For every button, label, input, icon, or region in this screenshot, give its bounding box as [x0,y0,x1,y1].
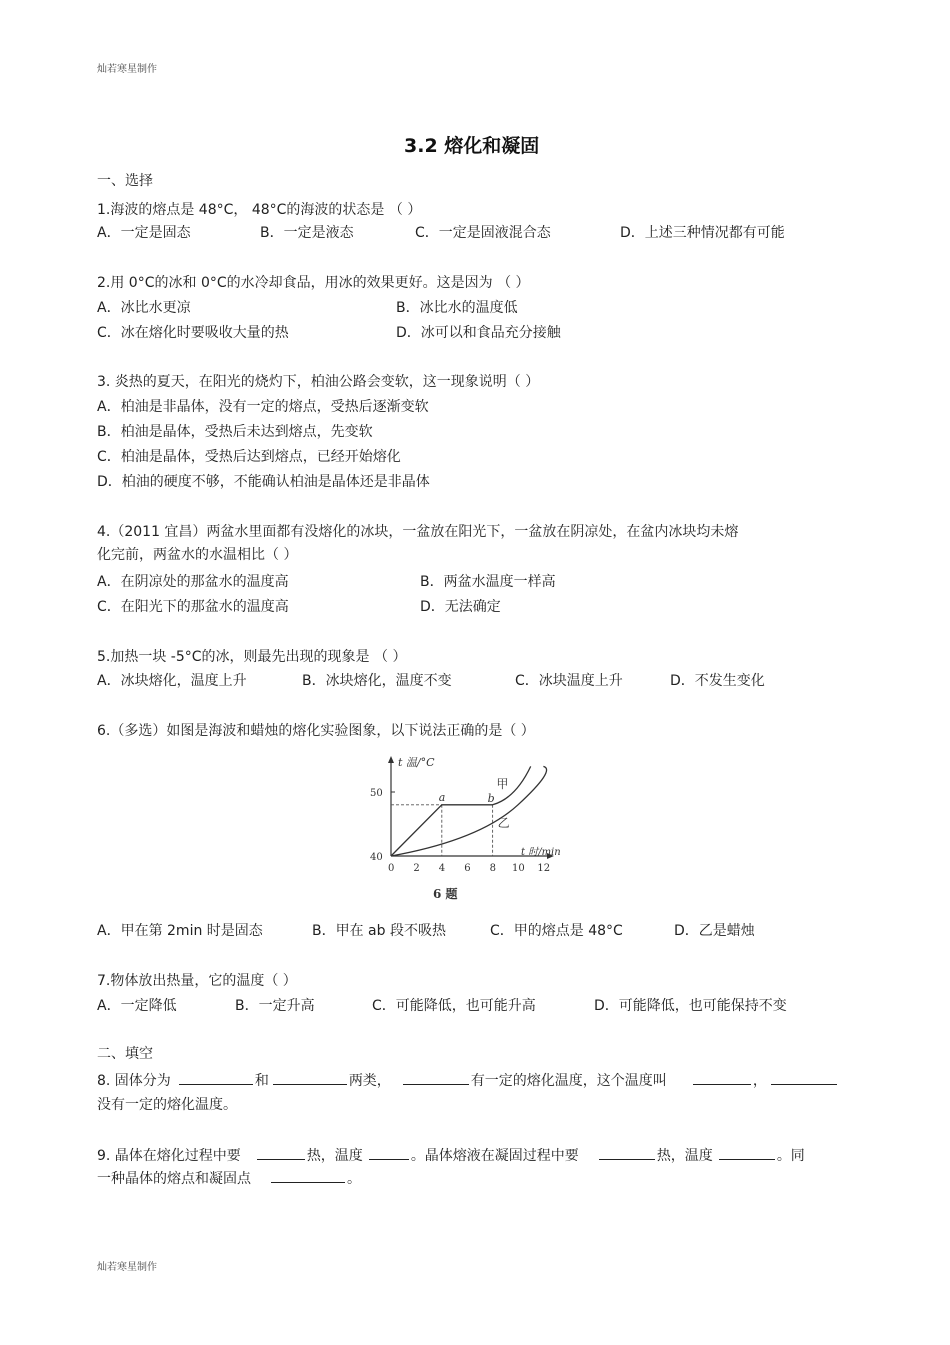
question-5-option-b: B．冰块熔化，温度不变 [302,673,452,689]
question-8-line2: 没有一定的熔化温度。 [97,1097,237,1113]
question-5-stem: 5.加热一块 -5°C的冰，则最先出现的现象是 （ ） [97,649,407,665]
answer-blank-9-1[interactable] [257,1145,305,1160]
question-9-line1 [97,1145,805,1165]
question-9-text-3: 。晶体熔液在凝固过程中要 [410,1148,579,1164]
series-jia-label: 甲 [496,777,509,792]
chart-curves [391,766,547,856]
question-9-text-1: 9. 晶体在熔化过程中要 [97,1148,241,1164]
x-tick-label-4: 4 [438,863,446,874]
question-7-option-a: A．一定降低 [97,998,177,1014]
x-tick-label-6: 6 [464,863,471,874]
answer-blank-9-4[interactable] [719,1145,775,1160]
answer-blank-9-2[interactable] [369,1145,409,1160]
question-1-stem: 1.海波的熔点是 48°C， 48°C的海波的状态是 （ ） [97,202,422,218]
question-8-line1 [97,1070,837,1090]
question-3-stem: 3. 炎热的夏天，在阳光的烧灼下，柏油公路会变软，这一现象说明（ ） [97,374,540,390]
question-3-option-a: A．柏油是非晶体，没有一定的熔点，受热后逐渐变软 [97,399,429,415]
question-9-text-5: 。同 [776,1148,805,1164]
y-tick-label-50: 50 [370,788,383,799]
chart-axes [388,756,554,859]
question-7-option-c: C．可能降低，也可能升高 [372,998,536,1014]
question-3-option-c: C．柏油是晶体，受热后达到熔点，已经开始熔化 [97,449,401,465]
question-4-option-c: C．在阳光下的那盆水的温度高 [97,599,289,615]
question-3-option-d: D．柏油的硬度不够，不能确认柏油是晶体还是非晶体 [97,474,430,490]
x-tick-label-2: 2 [413,863,420,874]
x-axis-label: t 时/min [521,847,561,858]
question-8-text-1: 8. 固体分为 [97,1073,171,1089]
y-axis-arrow [388,756,394,763]
page-header: 灿若寒星制作 [97,64,157,75]
y-tick-label-40: 40 [370,852,383,863]
figure-caption: 6 题 [433,887,458,901]
x-tick-label-8: 8 [489,863,496,874]
x-tick-label-12: 12 [537,863,551,874]
question-3-option-b: B．柏油是晶体，受热后未达到熔点，先变软 [97,424,373,440]
question-1-option-a: A．一定是固态 [97,225,191,241]
question-5-option-c: C．冰块温度上升 [515,673,623,689]
question-5-option-d: D．不发生变化 [670,673,765,689]
answer-blank-9-5[interactable] [271,1168,345,1183]
question-9-line2 [97,1168,361,1188]
question-6-option-b: B．甲在 ab 段不吸热 [312,923,446,939]
answer-blank-8-1[interactable] [179,1070,253,1085]
question-4-option-b: B．两盆水温度一样高 [420,574,556,590]
question-4-option-d: D．无法确定 [420,599,501,615]
question-7-option-b: B．一定升高 [235,998,315,1014]
point-a-label: a [438,790,446,804]
point-b-label: b [487,791,495,805]
chart-ticks [370,788,550,874]
answer-blank-8-4[interactable] [693,1070,751,1085]
question-8-text-4: 有一定的熔化温度，这个温度叫 [470,1073,667,1089]
question-6-option-a: A．甲在第 2min 时是固态 [97,923,263,939]
question-7-option-d: D．可能降低，也可能保持不变 [594,998,787,1014]
question-4-option-a: A．在阴凉处的那盆水的温度高 [97,574,289,590]
question-2-option-b: B．冰比水的温度低 [396,300,518,316]
question-9-text-4: 热，温度 [656,1148,713,1164]
question-1-option-b: B．一定是液态 [260,225,354,241]
section-heading-choice: 一、选择 [97,173,153,189]
question-2-stem: 2.用 0°C的冰和 0°C的水冷却食品，用冰的效果更好。这是因为 （ ） [97,275,530,291]
question-9-text-6: 一种晶体的熔点和凝固点 [97,1171,251,1187]
question-2-option-d: D．冰可以和食品充分接触 [396,325,561,341]
page-title: 3.2 熔化和凝固 [404,135,540,157]
answer-blank-8-2[interactable] [273,1070,347,1085]
question-8-text-2: 和 [254,1073,269,1089]
y-axis-label: t 温/°C [398,756,435,769]
x-tick-label-10: 10 [512,863,525,874]
melting-curve-figure [360,752,580,904]
series-yi-label: 乙 [497,816,510,831]
question-6-stem: 6.（多选）如图是海波和蜡烛的熔化实验图象，以下说法正确的是（ ） [97,723,535,739]
page-footer: 灿若寒星制作 [97,1262,157,1273]
question-9-text-2: 热，温度 [306,1148,363,1164]
section-heading-fill: 二、填空 [97,1046,153,1062]
question-8-text-3: 两类， [348,1073,391,1089]
question-8-text-5: ， [752,1073,767,1089]
question-1-option-d: D．上述三种情况都有可能 [620,225,785,241]
question-7-stem: 7.物体放出热量，它的温度（ ） [97,973,297,989]
question-4-stem-line2: 化完前，两盆水的水温相比（ ） [97,547,298,563]
question-2-option-a: A．冰比水更凉 [97,300,191,316]
question-2-option-c: C．冰在熔化时要吸收大量的热 [97,325,289,341]
question-6-option-d: D．乙是蜡烛 [674,923,755,939]
x-tick-label-0: 0 [388,863,395,874]
question-1-option-c: C．一定是固液混合态 [415,225,551,241]
question-5-option-a: A．冰块熔化，温度上升 [97,673,247,689]
question-6-option-c: C．甲的熔点是 48°C [490,923,623,939]
question-4-stem-line1: 4.（2011 宜昌）两盆水里面都有没熔化的冰块，一盆放在阳光下，一盆放在阴凉处，在盆内冰块均未熔 [97,524,739,540]
question-9-text-7: 。 [347,1171,361,1187]
answer-blank-8-5[interactable] [771,1070,837,1085]
answer-blank-9-3[interactable] [599,1145,655,1160]
answer-blank-8-3[interactable] [403,1070,469,1085]
